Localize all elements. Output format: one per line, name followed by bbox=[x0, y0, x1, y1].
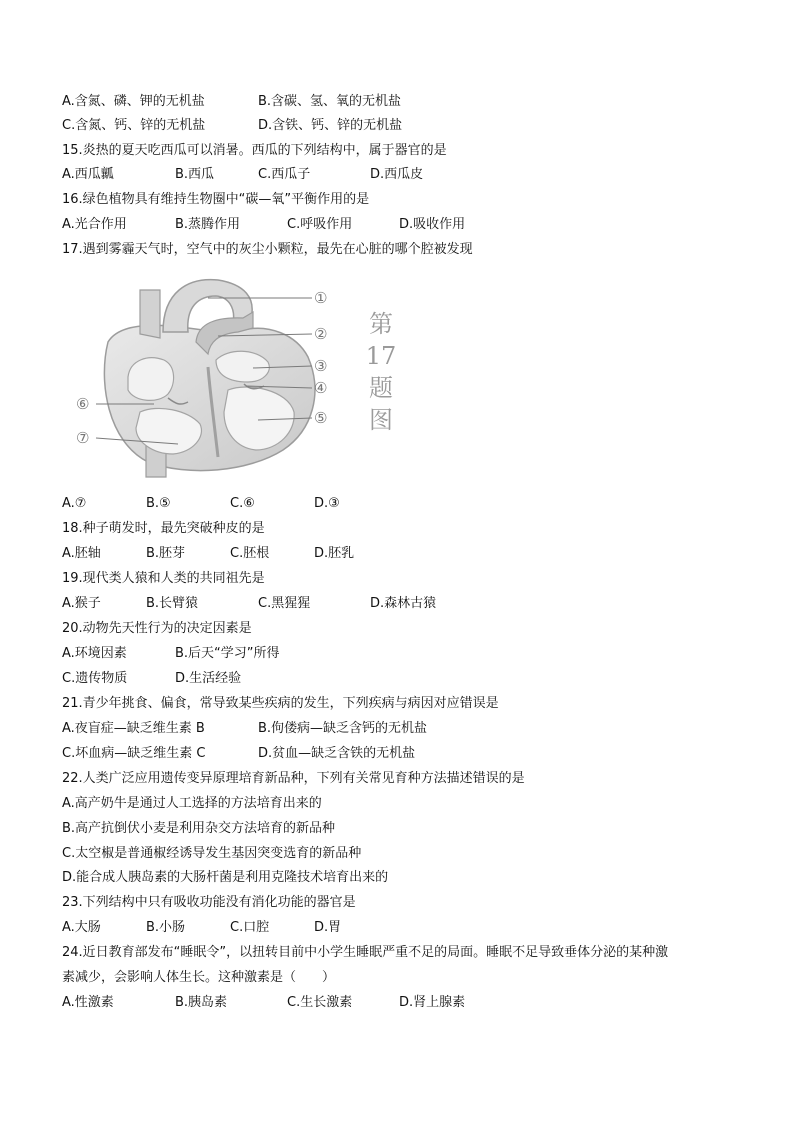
q22-option-a: A.高产奶牛是通过人工选择的方法培育出来的 bbox=[62, 796, 322, 811]
label-6: ⑥ bbox=[76, 395, 90, 413]
q18-option-d: D.胚乳 bbox=[314, 546, 355, 561]
q15-option-d: D.西瓜皮 bbox=[370, 167, 424, 182]
q19-option-d: D.森林古猿 bbox=[370, 596, 437, 611]
q16-option-d: D.吸收作用 bbox=[399, 217, 466, 232]
q19-stem: 19.现代类人猿和人类的共同祖先是 bbox=[62, 571, 265, 586]
q22-option-d: D.能合成人胰岛素的大肠杆菌是利用克隆技术培育出来的 bbox=[62, 870, 389, 885]
q18-option-c: C.胚根 bbox=[230, 546, 270, 561]
figure-caption-char: 第 bbox=[369, 310, 393, 338]
q23-option-d: D.胃 bbox=[314, 920, 342, 935]
q22-option-c: C.太空椒是普通椒经诱导发生基因突变选育的新品种 bbox=[62, 846, 362, 861]
q21-option-d: D.贫血—缺乏含铁的无机盐 bbox=[258, 746, 416, 761]
q15-stem: 15.炎热的夏天吃西瓜可以消暑。西瓜的下列结构中，属于器官的是 bbox=[62, 143, 447, 158]
label-4: ④ bbox=[314, 379, 328, 397]
q14-option-a: A.含氮、磷、钾的无机盐 bbox=[62, 94, 205, 109]
q20-option-d: D.生活经验 bbox=[175, 671, 242, 686]
q15-option-b: B.西瓜 bbox=[175, 167, 215, 182]
q20-option-a: A.环境因素 bbox=[62, 646, 127, 661]
q24-option-a: A.性激素 bbox=[62, 995, 114, 1010]
figure-caption bbox=[364, 308, 398, 436]
q20-option-c: C.遗传物质 bbox=[62, 671, 128, 686]
heart-illustration bbox=[68, 272, 368, 484]
q23-option-b: B.小肠 bbox=[146, 920, 186, 935]
q17-stem: 17.遇到雾霾天气时，空气中的灰尘小颗粒，最先在心脏的哪个腔被发现 bbox=[62, 242, 473, 257]
q19-option-b: B.长臂猿 bbox=[146, 596, 199, 611]
q15-option-c: C.西瓜子 bbox=[258, 167, 311, 182]
q14-option-c: C.含氮、钙、锌的无机盐 bbox=[62, 118, 206, 133]
label-2: ② bbox=[314, 325, 328, 343]
q17-option-a: A.⑦ bbox=[62, 496, 87, 511]
q17-option-d: D.③ bbox=[314, 496, 340, 511]
q24-option-d: D.肾上腺素 bbox=[399, 995, 466, 1010]
q17-option-b: B.⑤ bbox=[146, 496, 171, 511]
q21-stem: 21.青少年挑食、偏食，常导致某些疾病的发生，下列疾病与病因对应错误是 bbox=[62, 696, 499, 711]
q21-option-c: C.坏血病—缺乏维生素 C bbox=[62, 746, 206, 761]
q18-option-b: B.胚芽 bbox=[146, 546, 186, 561]
q24-option-b: B.胰岛素 bbox=[175, 995, 228, 1010]
q19-option-c: C.黑猩猩 bbox=[258, 596, 311, 611]
q21-option-b: B.佝偻病—缺乏含钙的无机盐 bbox=[258, 721, 428, 736]
label-3: ③ bbox=[314, 357, 328, 375]
q16-option-c: C.呼吸作用 bbox=[287, 217, 353, 232]
q23-option-a: A.大肠 bbox=[62, 920, 101, 935]
figure-caption-char: 图 bbox=[369, 406, 393, 434]
q17-option-c: C.⑥ bbox=[230, 496, 255, 511]
q22-stem: 22.人类广泛应用遗传变异原理培育新品种，下列有关常见育种方法描述错误的是 bbox=[62, 771, 525, 786]
label-7: ⑦ bbox=[76, 429, 90, 447]
q23-stem: 23.下列结构中只有吸收功能没有消化功能的器官是 bbox=[62, 895, 356, 910]
q14-option-d: D.含铁、钙、锌的无机盐 bbox=[258, 118, 403, 133]
q20-stem: 20.动物先天性行为的决定因素是 bbox=[62, 621, 252, 636]
q22-option-b: B.高产抗倒伏小麦是利用杂交方法培育的新品种 bbox=[62, 821, 336, 836]
q16-option-b: B.蒸腾作用 bbox=[175, 217, 241, 232]
q20-option-b: B.后天“学习”所得 bbox=[175, 646, 280, 661]
q18-option-a: A.胚轴 bbox=[62, 546, 101, 561]
q23-option-c: C.口腔 bbox=[230, 920, 270, 935]
q16-stem: 16.绿色植物具有维持生物圈中“碳—氧”平衡作用的是 bbox=[62, 192, 370, 207]
q21-option-a: A.夜盲症—缺乏维生素 B bbox=[62, 721, 205, 736]
q18-stem: 18.种子萌发时，最先突破种皮的是 bbox=[62, 521, 265, 536]
q16-option-a: A.光合作用 bbox=[62, 217, 127, 232]
heart-diagram bbox=[68, 272, 408, 484]
figure-caption-char: 题 bbox=[369, 374, 393, 402]
label-5: ⑤ bbox=[314, 409, 328, 427]
q24-stem-line1: 24.近日教育部发布“睡眠令”，以扭转目前中小学生睡眠严重不足的局面。睡眠不足导致垂体分泌的某种激 bbox=[62, 945, 669, 960]
q14-option-b: B.含碳、氢、氧的无机盐 bbox=[258, 94, 402, 109]
q15-option-a: A.西瓜瓤 bbox=[62, 167, 114, 182]
q24-option-c: C.生长激素 bbox=[287, 995, 353, 1010]
figure-caption-char: 17 bbox=[365, 342, 397, 370]
label-1: ① bbox=[314, 289, 328, 307]
q19-option-a: A.猴子 bbox=[62, 596, 101, 611]
q24-stem-line2: 素减少，会影响人体生长。这种激素是（ ） bbox=[62, 970, 336, 985]
